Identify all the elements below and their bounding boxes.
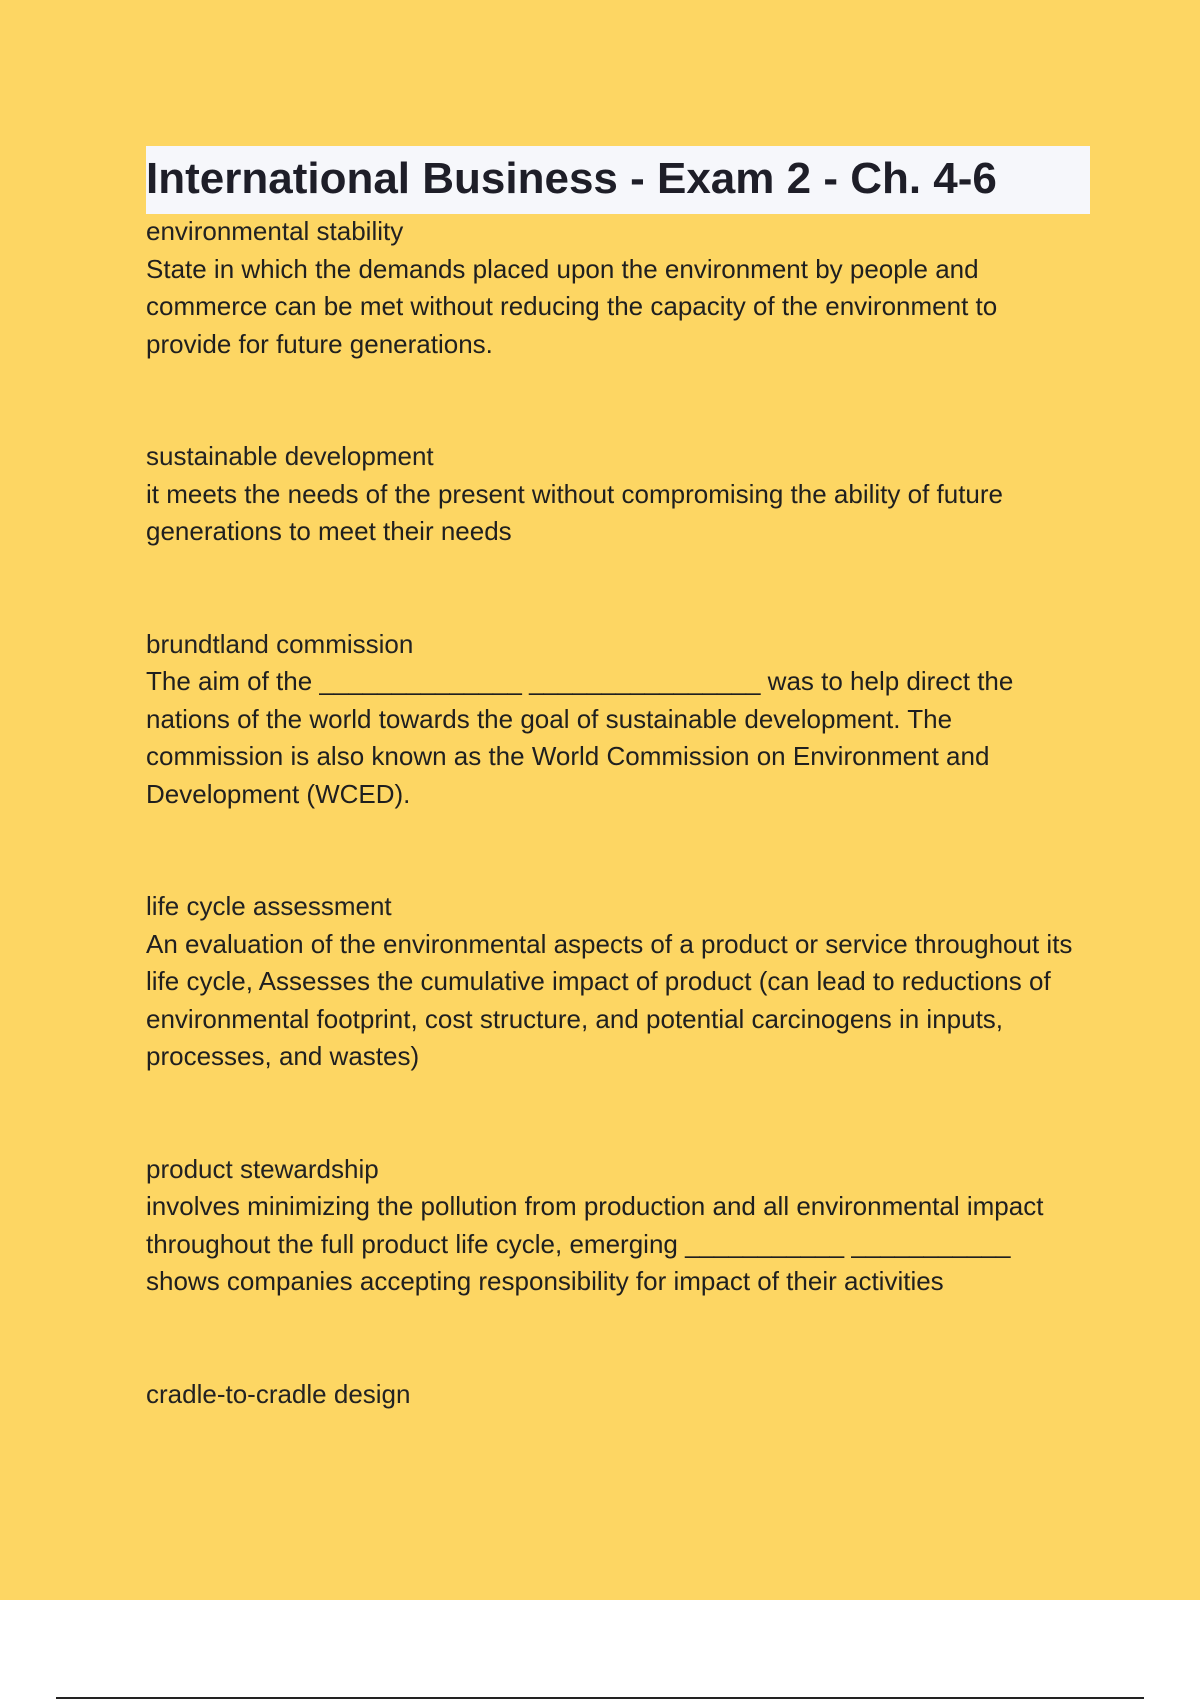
flashcard bbox=[146, 888, 1086, 1076]
definition: it meets the needs of the present without compromising the ability of future generations to meet their needs bbox=[146, 478, 1004, 546]
flashcard-list bbox=[146, 213, 1086, 1413]
term: brundtland commission bbox=[146, 628, 414, 659]
definition: involves minimizing the pollution from production and all environmental impact throughout the full product life cycle, emerging ___________ ___________ shows companies accepting responsibility for impact of their activities bbox=[146, 1191, 1044, 1296]
term: product stewardship bbox=[146, 1153, 379, 1184]
definition: The aim of the ______________ ________________ was to help direct the nations of the world towards the goal of sustainable development. The commission is also known as the World Commission on Environment and Development (WCED). bbox=[146, 666, 1014, 809]
term: cradle-to-cradle design bbox=[146, 1378, 411, 1409]
flashcard bbox=[146, 213, 1086, 363]
flashcard bbox=[146, 626, 1086, 814]
term: environmental stability bbox=[146, 216, 404, 246]
page-divider bbox=[56, 1697, 1144, 1699]
flashcard bbox=[146, 1376, 1086, 1414]
flashcard bbox=[146, 1151, 1086, 1301]
term: life cycle assessment bbox=[146, 891, 392, 921]
term: sustainable development bbox=[146, 441, 434, 471]
definition: State in which the demands placed upon the environment by people and commerce can be met without reducing the capacity of the environment to provide for future generations. bbox=[146, 253, 998, 359]
page-title: International Business - Exam 2 - Ch. 4-6 bbox=[146, 154, 997, 203]
definition: An evaluation of the environmental aspects of a product or service throughout its life cycle, Assesses the cumulative impact of product (can lead to reductions of environmental footprint, cost structure, and potential carcinogens in inputs, processes, and wastes) bbox=[146, 928, 1073, 1071]
flashcard bbox=[146, 438, 1086, 551]
